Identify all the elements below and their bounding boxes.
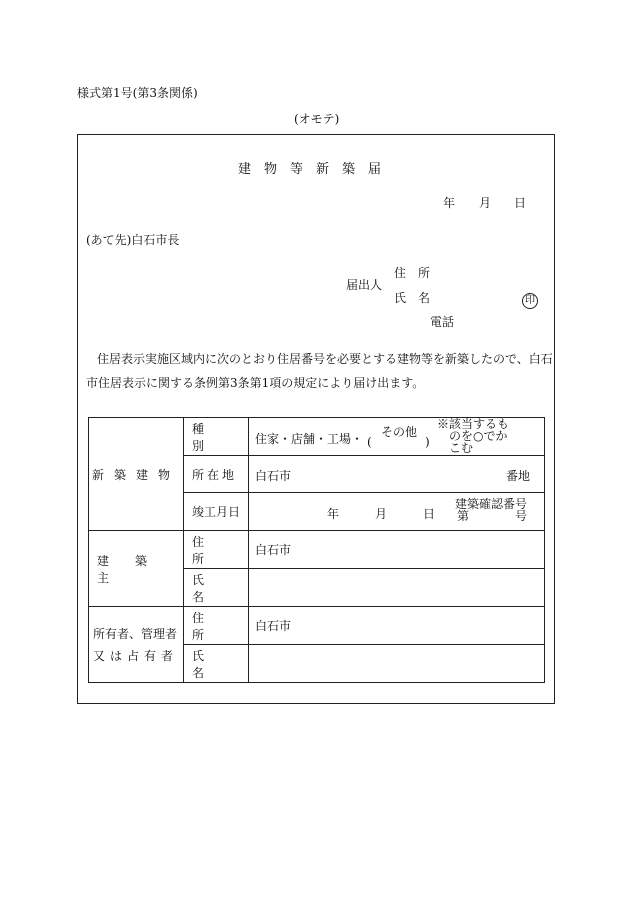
addressee: (あて先)白石市長 — [86, 233, 180, 247]
owner-label-line1: 所有者、管理者 — [93, 626, 178, 641]
owner-address-label-cell — [184, 607, 249, 645]
applicant-address-label: 住 所 — [394, 266, 431, 280]
type-label-cell — [184, 418, 249, 456]
type-paren-open: ( — [367, 434, 372, 449]
owner-address-cell[interactable] — [249, 607, 545, 645]
type-paren-close: ) — [425, 434, 430, 449]
new-building-group — [89, 418, 184, 531]
side-label: (オモテ) — [294, 112, 340, 126]
seal-icon: 印 — [522, 293, 538, 309]
applicant-label: 届出人 — [346, 278, 383, 292]
confirm-label: 建築確認番号 — [455, 496, 528, 511]
applicant-name-label: 氏 名 — [394, 291, 431, 305]
type-other: その他 — [381, 424, 418, 439]
builder-address-value: 白石市 — [255, 543, 292, 557]
owner-label-line2: 又は占有者 — [93, 648, 179, 663]
completion-label-cell — [184, 493, 249, 531]
owner-name-label-cell — [184, 645, 249, 683]
owner-address-label: 住所 — [192, 610, 231, 642]
location-value: 白石市 — [255, 468, 292, 483]
form-title: 建 物 等 新 築 届 — [238, 162, 382, 177]
owner-group — [89, 607, 184, 683]
location-label: 所在地 — [192, 467, 238, 482]
completion-day: 日 — [423, 506, 436, 521]
body-text-line2: 市住居表示に関する条例第3条第1項の規定により届け出ます。 — [86, 376, 425, 390]
completion-month: 月 — [375, 506, 388, 521]
confirm-prefix: 第 — [457, 508, 470, 523]
type-options: 住家・店舗・工場・ — [255, 431, 364, 446]
type-label: 種別 — [192, 421, 231, 453]
type-note-1: ※該当するも — [437, 416, 510, 431]
location-suffix: 番地 — [505, 468, 530, 483]
body-text-line1: 住居表示実施区域内に次のとおり住居番号を必要とする建物等を新築したので、白石 — [97, 352, 553, 366]
builder-address-label: 住所 — [192, 534, 231, 566]
location-value-cell[interactable] — [249, 456, 545, 493]
builder-label: 建築主 — [97, 553, 174, 585]
seal-mark — [522, 288, 538, 309]
new-building-label: 新築建物 — [91, 467, 180, 482]
owner-address-value: 白石市 — [255, 619, 292, 633]
confirm-suffix: 号 — [515, 508, 528, 523]
date-month: 月 — [479, 196, 492, 210]
form-number: 様式第1号(第3条関係) — [77, 86, 198, 100]
type-value-cell[interactable] — [249, 418, 545, 456]
completion-value-cell[interactable] — [249, 493, 545, 531]
owner-name-cell[interactable] — [249, 645, 545, 683]
completion-label: 竣工月日 — [192, 505, 241, 519]
location-label-cell — [184, 456, 249, 493]
applicant-phone-label: 電話 — [430, 315, 455, 329]
builder-name-label: 氏名 — [192, 572, 231, 604]
builder-group — [89, 531, 184, 607]
date-year: 年 — [443, 196, 456, 210]
type-note-2: のを○でか — [449, 428, 508, 443]
builder-name-cell[interactable] — [249, 569, 545, 607]
registration-table — [88, 417, 545, 683]
owner-name-label: 氏名 — [192, 648, 231, 680]
date-day: 日 — [514, 196, 527, 210]
type-note-3: こむ — [449, 440, 474, 455]
completion-year: 年 — [327, 506, 340, 521]
builder-address-cell[interactable] — [249, 531, 545, 569]
builder-address-label-cell — [184, 531, 249, 569]
builder-name-label-cell — [184, 569, 249, 607]
